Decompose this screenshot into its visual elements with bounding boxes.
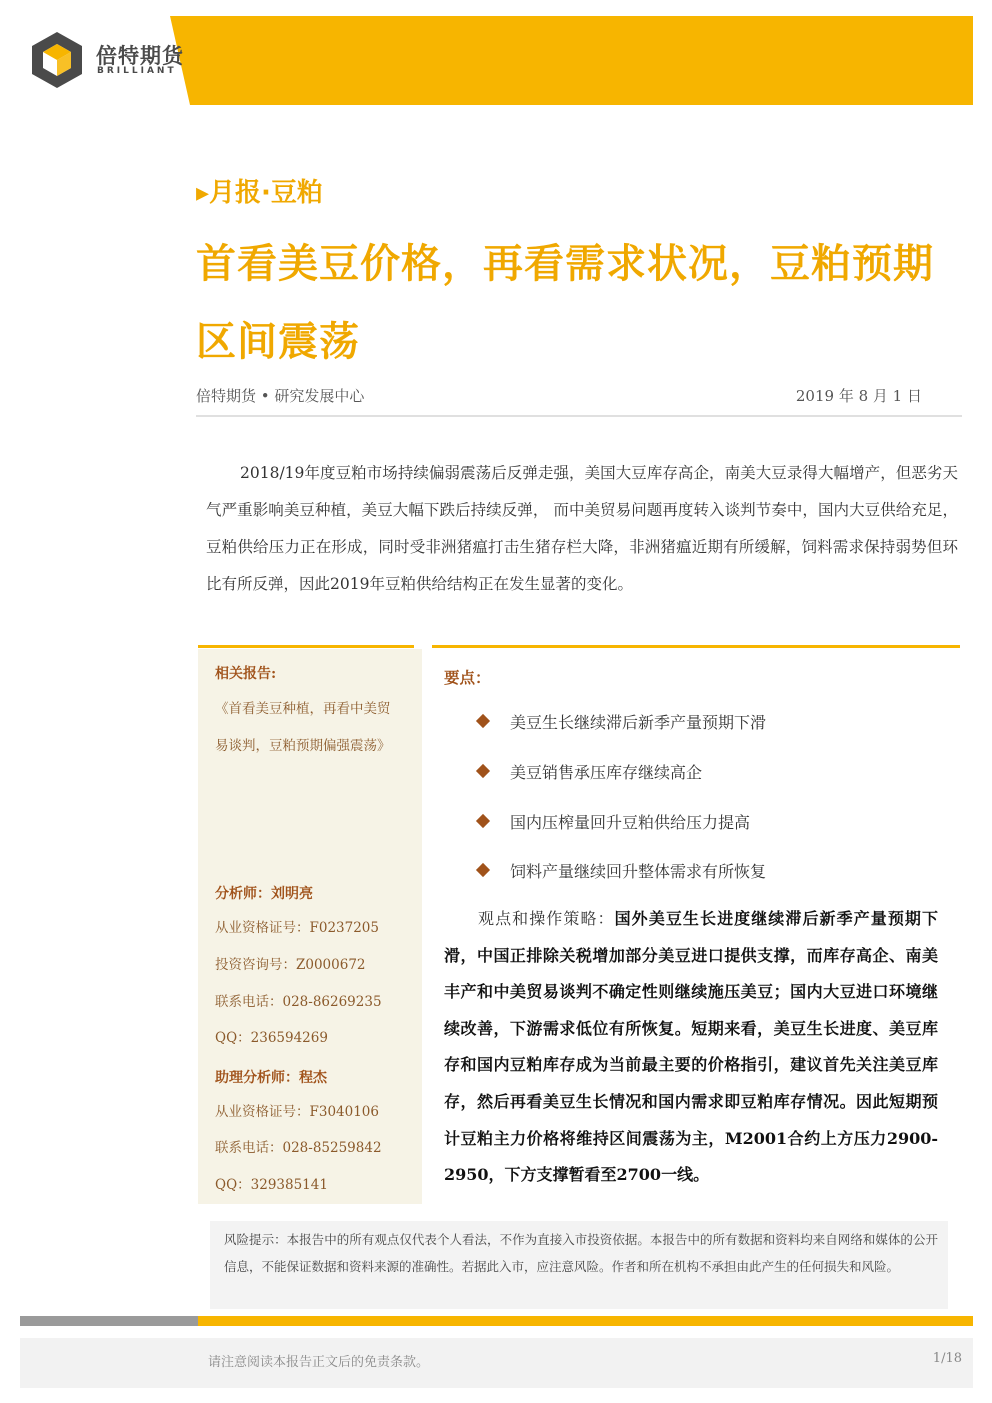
keypoint-item: 美豆生长继续滞后新季产量预期下滑 — [478, 710, 766, 734]
diamond-bullet-icon — [476, 814, 490, 828]
risk-text: 风险提示：本报告中的所有观点仅代表个人看法，不作为直接入市投资依据。本报告中的所有数据和资料均来自网络和媒体的公开信息，不能保证数据和资料来源的准确性。若据此入市，应注意风险。作者和所在机构不承担由此产生的任何损失和风险。 — [224, 1232, 938, 1274]
keypoint-item: 饲料产量继续回升整体需求有所恢复 — [478, 859, 766, 883]
title-line-2: 区间震荡 — [196, 319, 360, 365]
logo-subtext: BRILLIANT — [97, 66, 177, 76]
related-report-link-line1[interactable]: 《首看美豆种植，再看中美贸 — [215, 701, 391, 717]
abstract-paragraph: 2018/19年度豆粕市场持续偏弱震荡后反弹走强，美国大豆库存高企，南美大豆录得大幅增产，但恶劣天气严重影响美豆种植，美豆大幅下跌后持续反弹， 而中美贸易问题再度转入谈判节奏中，国内大豆供给充足，豆粕供给压力正在形成，同时受非洲猪瘟打击生猪存栏大降，非洲猪瘟近期有所缓解，饲料需求保持弱势但环比有所反弹，因此2019年豆粕供给结构正在发生显著的变化。 — [206, 464, 958, 593]
footer-bar-yellow — [198, 1316, 973, 1326]
strategy-lead: 观点和操作策略： — [478, 909, 615, 928]
analyst-cert: 从业资格证号：F0237205 — [215, 920, 379, 936]
assistant-cert: 从业资格证号：F3040106 — [215, 1104, 379, 1120]
keypoints-title: 要点： — [444, 668, 491, 687]
analyst-consult: 投资咨询号：Z0000672 — [215, 957, 366, 973]
diamond-bullet-icon — [476, 863, 490, 877]
strategy-paragraph — [444, 901, 938, 1194]
analyst-phone: 联系电话：028-86269235 — [215, 994, 382, 1010]
title-line-1: 首看美豆价格，再看需求状况，豆粕预期 — [196, 241, 934, 287]
assistant-title: 助理分析师：程杰 — [215, 1070, 327, 1086]
brand-cube-icon — [30, 30, 84, 90]
meta-row — [196, 382, 962, 410]
footer-band — [20, 1338, 973, 1388]
keypoint-item: 美豆销售承压库存继续高企 — [478, 760, 702, 784]
analyst-title: 分析师：刘明亮 — [215, 886, 313, 902]
page-title — [196, 225, 986, 381]
footer-bar-gray — [20, 1316, 198, 1326]
keypoint-item: 国内压榨量回升豆粕供给压力提高 — [478, 810, 750, 834]
sidebar-panel — [198, 649, 422, 1204]
diamond-bullet-icon — [476, 764, 490, 778]
divider — [196, 415, 962, 417]
report-type: ▸月报·豆粕 — [196, 178, 323, 208]
report-date: 2019 年 8 月 1 日 — [795, 387, 922, 405]
sidebar-divider — [198, 645, 414, 648]
logo-text: 倍特期货 — [96, 44, 184, 68]
assistant-phone: 联系电话：028-85259842 — [215, 1140, 382, 1156]
organization: 倍特期货 • 研究发展中心 — [196, 387, 365, 405]
assistant-qq: QQ：329385141 — [215, 1177, 328, 1193]
page-number: 1/18 — [932, 1351, 962, 1366]
footer-disclaimer-note: 请注意阅读本报告正文后的免责条款。 — [208, 1355, 430, 1370]
related-reports-title: 相关报告: — [215, 666, 277, 682]
risk-notice — [210, 1221, 948, 1309]
related-report-link-line2[interactable]: 易谈判，豆粕预期偏强震荡》 — [215, 738, 391, 754]
analyst-qq: QQ：236594269 — [215, 1030, 328, 1046]
keypoints-divider — [432, 645, 960, 648]
strategy-body: 国外美豆生长进度继续滞后新季产量预期下滑，中国正排除关税增加部分美豆进口提供支撑，而库存高企、南美丰产和中美贸易谈判不确定性则继续施压美豆；国内大豆进口环境继续改善，下游需求低位有所恢复。短期来看，美豆生长进度、美豆库存和国内豆粕库存成为当前最主要的价格指引，建议首先关注美豆库存，然后再看美豆生长情况和国内需求即豆粕库存情况。因此短期预计豆粕主力价格将维持区间震荡为主，M2001合约上方压力2900-2950，下方支撑暂看至2700一线。 — [444, 909, 938, 1185]
diamond-bullet-icon — [476, 714, 490, 728]
